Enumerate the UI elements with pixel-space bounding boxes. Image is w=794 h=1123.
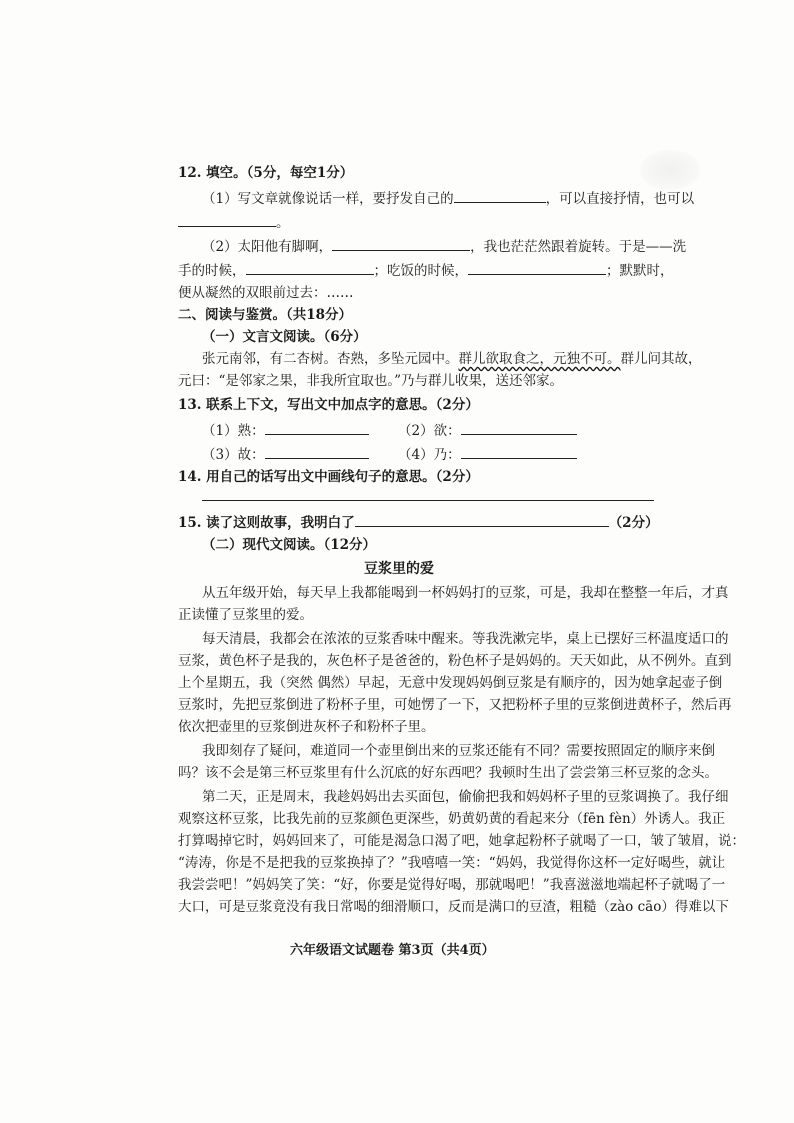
q13-item1-label: （1）熟： xyxy=(202,423,265,439)
scan-smudge xyxy=(640,150,700,190)
q12-part2-line2 xyxy=(178,260,674,280)
q13-blank-3[interactable] xyxy=(265,444,369,459)
q15-line xyxy=(178,512,659,532)
q13-blank-1[interactable] xyxy=(265,420,369,435)
story-line: 每天清晨，我都会在浓浓的豆浆香味中醒来。等我洗漱完毕，桌上已摆好三杯温度适口的 xyxy=(202,631,729,647)
q12-part1-line2 xyxy=(178,212,290,232)
q12-blank-2[interactable] xyxy=(178,212,276,227)
q12-part2-line3: 便从凝然的双眼前过去：…… xyxy=(178,285,354,301)
q12-part2-text-e: ；默默时， xyxy=(606,263,674,279)
q13-blank-2[interactable] xyxy=(461,420,577,435)
modern-reading-heading: （二）现代文阅读。（12分） xyxy=(202,537,377,553)
story-line: 我即刻存了疑问，难道同一个壶里倒出来的豆浆还能有不同？需要按照固定的顺序来倒 xyxy=(202,743,715,759)
q15-points: （2分） xyxy=(608,515,659,531)
classical-underlined-sentence: 群儿欲取食之，元独不可。 xyxy=(458,351,621,367)
q12-blank-5[interactable] xyxy=(468,260,606,275)
q13-row2b xyxy=(398,444,577,464)
q13-row2 xyxy=(202,444,369,464)
q12-blank-3[interactable] xyxy=(332,236,470,251)
story-line: 观察这杯豆浆，比我先前的豆浆颜色更深些，奶黄奶黄的看起来分（fēn fèn）外诱人。我正 xyxy=(178,811,726,827)
q13-item4-label: （4）乃： xyxy=(398,447,461,463)
q12-blank-4[interactable] xyxy=(246,260,374,275)
q13-item3-label: （3）故： xyxy=(202,447,265,463)
story-line: 打算喝掉它时，妈妈回来了，可能是渴急口渴了吧，她拿起粉杯子就喝了一口，皱了皱眉，说： xyxy=(178,833,745,849)
q12-part1-line1 xyxy=(202,188,694,208)
story-line: 正读懂了豆浆里的爱。 xyxy=(178,607,313,623)
q12-part2-text-d: ；吃饭的时候， xyxy=(373,263,468,279)
q15-blank[interactable] xyxy=(355,512,609,527)
q12-part2-text-a: （2）太阳他有脚啊， xyxy=(202,239,333,255)
q12-part2-text-c: 手的时候， xyxy=(178,263,246,279)
classical-text-line1 xyxy=(202,350,702,368)
q12-heading: 12. 填空。（5分，每空1分） xyxy=(178,165,354,181)
q13-row1 xyxy=(202,420,369,440)
story-line: 从五年级开始，每天早上我都能喝到一杯妈妈打的豆浆，可是，我却在整整一年后，才真 xyxy=(202,585,729,601)
section2-heading: 二、阅读与鉴赏。（共18分） xyxy=(178,307,353,323)
story-line: 大口，可是豆浆竟没有我日常喝的细滑顺口，反而是满口的豆渣，粗糙（zào cāo）得难以下 xyxy=(178,899,729,915)
q13-heading: 13. 联系上下文，写出文中加点字的意思。（2分） xyxy=(178,397,479,413)
q13-item2-label: （2）欲： xyxy=(398,423,461,439)
story-line: 依次把壶里的豆浆倒进灰杯子和粉杯子里。 xyxy=(178,719,435,735)
q13-blank-4[interactable] xyxy=(461,444,577,459)
q12-part1-text-a: （1）写文章就像说话一样，要抒发自己的 xyxy=(202,191,454,207)
q12-part1-text-c: 。 xyxy=(276,215,290,231)
q13-row1b xyxy=(398,420,577,440)
q12-part2-text-b: ，我也茫茫然跟着旋转。于是——洗 xyxy=(470,239,687,255)
story-title: 豆浆里的爱 xyxy=(364,561,434,577)
page-footer: 六年级语文试题卷 第3页（共4页） xyxy=(290,943,495,958)
classical-reading-heading: （一）文言文阅读。（6分） xyxy=(202,329,367,345)
story-line: 第二天，正是周末，我趁妈妈出去买面包，偷偷把我和妈妈杯子里的豆浆调换了。我仔细 xyxy=(202,789,729,805)
q15-text: 15. 读了这则故事，我明白了 xyxy=(178,515,355,531)
story-line: 吗？该不会是第三杯豆浆里有什么沉底的好东西吧？我顿时生出了尝尝第三杯豆浆的念头。 xyxy=(178,765,718,781)
story-line: 我尝尝吧！”妈妈笑了笑：“好，你要是觉得好喝，那就喝吧！”我喜滋滋地端起杯子就喝了一 xyxy=(178,877,726,893)
story-line: 豆浆时，先把豆浆倒进了粉杯子里，可她愣了一下，又把粉杯子里的豆浆倒进黄杯子，然后再 xyxy=(178,697,732,713)
story-line: 上个星期五，我（突然 偶然）早起，无意中发现妈妈倒豆浆是有顺序的，因为她拿起壶子倒 xyxy=(178,675,723,691)
classical-text-a: 张元南邻，有二杏树。杏熟，多坠元园中。 xyxy=(202,351,459,367)
story-line: “涛涛，你是不是把我的豆浆换掉了？”我嘻嘻一笑：“妈妈，我觉得你这杯一定好喝些，就让 xyxy=(178,855,726,871)
q12-part1-text-b: ，可以直接抒情，也可以 xyxy=(545,191,695,207)
classical-text-line2: 元曰：“是邻家之果，非我所宜取也。”乃与群儿收果，送还邻家。 xyxy=(178,373,564,389)
q12-part2-line1 xyxy=(202,236,686,256)
q12-blank-1[interactable] xyxy=(454,188,546,203)
story-line: 豆浆，黄色杯子是我的，灰色杯子是爸爸的，粉色杯子是妈妈的。天天如此，从不例外。直到 xyxy=(178,653,732,669)
q14-answer-line[interactable] xyxy=(202,500,654,501)
classical-text-b: 群儿问其故， xyxy=(620,351,702,367)
q14-heading: 14. 用自己的话写出文中画线句子的意思。（2分） xyxy=(178,469,479,485)
